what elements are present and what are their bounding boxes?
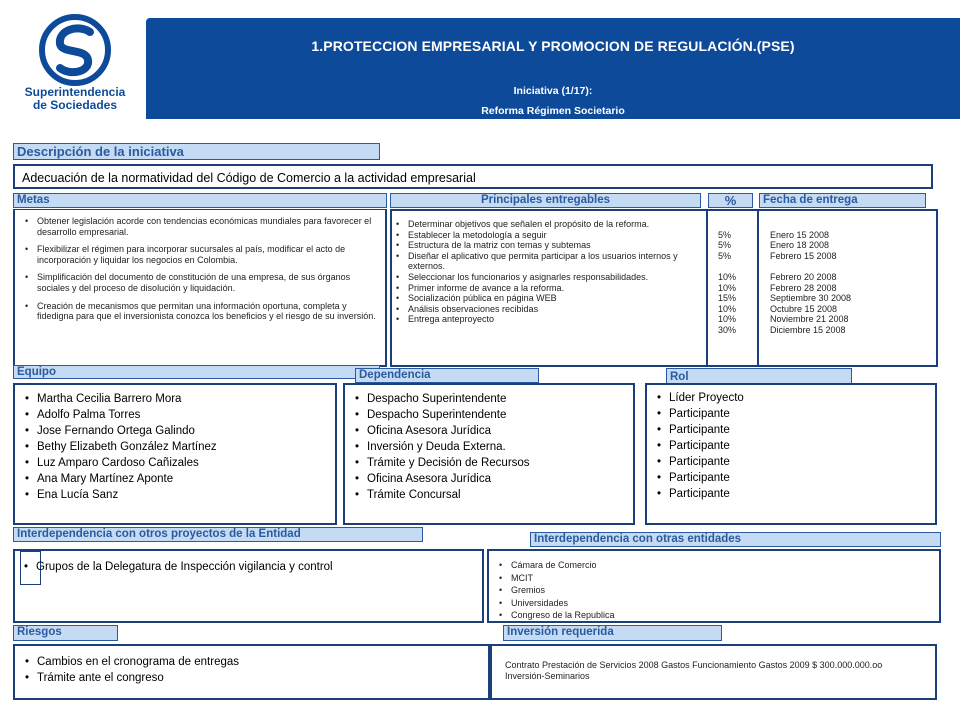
porcentaje-value: 5% bbox=[718, 240, 732, 251]
entregables-box bbox=[390, 209, 938, 367]
dependencia-box bbox=[343, 383, 635, 525]
initiative-name: Reforma Régimen Societario bbox=[481, 105, 625, 117]
interdep-proyecto-item: • Grupos de la Delegatura de Inspección vigilancia y control bbox=[22, 559, 333, 575]
interdep-entidad-item: • Cámara de Comercio bbox=[497, 560, 615, 571]
dependencia-item: • Despacho Superintendente bbox=[353, 407, 530, 423]
porcentaje-value: 10% bbox=[718, 314, 737, 325]
interdep-entidades-list bbox=[497, 560, 615, 621]
entregable-item: • Determinar objetivos que señalen el propósito de la reforma. bbox=[394, 219, 706, 230]
equipo-member: • Bethy Elizabeth González Martínez bbox=[23, 439, 217, 455]
meta-item: • Simplificación del documento de constitución de una empresa, de sus órganos sociales y del proceso de disolución y liquidación. bbox=[23, 272, 383, 293]
interdep-entidad-item: • Congreso de la Republica bbox=[497, 610, 615, 621]
title-banner bbox=[146, 18, 960, 119]
equipo-header: Equipo bbox=[13, 365, 380, 379]
rol-item: • Participante bbox=[655, 422, 744, 438]
logo bbox=[20, 14, 130, 114]
equipo-list bbox=[23, 391, 217, 503]
interdep-entidades-box bbox=[487, 549, 941, 623]
initiative-number: Iniciativa (1/17): bbox=[513, 85, 593, 97]
porcentaje-value: 5% bbox=[718, 229, 732, 240]
porcentaje-value: 30% bbox=[718, 324, 737, 335]
riesgos-header: Riesgos bbox=[13, 625, 118, 641]
interdep-proyectos-list bbox=[22, 559, 333, 575]
interdep-entidad-item: • Universidades bbox=[497, 598, 615, 609]
entregable-item: • Entrega anteproyecto bbox=[394, 314, 706, 325]
porcentaje-value: 5% bbox=[718, 250, 732, 261]
riesgos-box bbox=[13, 644, 490, 700]
porcentaje-column bbox=[718, 219, 754, 336]
equipo-member: • Jose Fernando Ortega Galindo bbox=[23, 423, 217, 439]
riesgo-item: • Trámite ante el congreso bbox=[23, 670, 239, 686]
fecha-value bbox=[770, 219, 930, 230]
equipo-box bbox=[13, 383, 337, 525]
fecha-value bbox=[770, 261, 930, 272]
company-logo-icon bbox=[20, 14, 130, 86]
rol-box bbox=[645, 383, 937, 525]
entregable-item: • Socialización pública en página WEB bbox=[394, 293, 706, 304]
dependencia-item: • Despacho Superintendente bbox=[353, 391, 530, 407]
entregable-item: • Estructura de la matriz con temas y subtemas bbox=[394, 240, 706, 251]
meta-item: • Flexibilizar el régimen para incorporar sucursales al país, modificar el acto de incorporación y liquidar los negocios en Colombia. bbox=[23, 244, 383, 265]
fecha-value: Enero 15 2008 bbox=[770, 229, 830, 240]
rol-item: • Participante bbox=[655, 406, 744, 422]
porcentaje-value bbox=[718, 219, 754, 230]
dependencia-item: • Trámite Concursal bbox=[353, 487, 530, 503]
entregable-item: • Establecer la metodología a seguir bbox=[394, 230, 706, 241]
interdep-proyectos-header: Interdependencia con otros proyectos de la Entidad bbox=[13, 527, 423, 542]
meta-item: • Creación de mecanismos que permitan una información oportuna, completa y fidedigna para que el inversionista conozca los beneficios y el riesgo de su inversión. bbox=[23, 301, 383, 322]
metas-list bbox=[23, 216, 383, 322]
equipo-member: • Martha Cecilia Barrero Mora bbox=[23, 391, 217, 407]
fecha-value: Septiembre 30 2008 bbox=[770, 293, 852, 304]
fecha-value: Febrero 28 2008 bbox=[770, 282, 837, 293]
entregable-item: • Primer informe de avance a la reforma. bbox=[394, 283, 706, 294]
descripcion-header: Descripción de la iniciativa bbox=[13, 143, 380, 160]
logo-line-1: Superintendencia bbox=[24, 85, 126, 99]
equipo-member: • Ana Mary Martínez Aponte bbox=[23, 471, 217, 487]
inversion-header: Inversión requerida bbox=[503, 625, 722, 641]
equipo-member: • Adolfo Palma Torres bbox=[23, 407, 217, 423]
dependencia-item: • Trámite y Decisión de Recursos bbox=[353, 455, 530, 471]
meta-item: • Obtener legislación acorde con tendencias económicas mundiales para favorecer el desarrollo empresarial. bbox=[23, 216, 383, 237]
rol-item: • Participante bbox=[655, 470, 744, 486]
metas-header: Metas bbox=[13, 193, 387, 208]
porcentaje-value bbox=[718, 261, 754, 272]
interdep-proyectos-box bbox=[13, 549, 484, 623]
equipo-member: • Ena Lucía Sanz bbox=[23, 487, 217, 503]
fecha-header: Fecha de entrega bbox=[759, 193, 926, 208]
entregables-header: Principales entregables bbox=[390, 193, 701, 208]
riesgos-list bbox=[23, 654, 239, 686]
descripcion-box bbox=[13, 164, 933, 189]
fecha-value: Enero 18 2008 bbox=[770, 240, 830, 251]
metas-box bbox=[13, 209, 387, 367]
fecha-value: Febrero 15 2008 bbox=[770, 250, 837, 261]
rol-list bbox=[655, 390, 744, 502]
inversion-text: Contrato Prestación de Servicios 2008 Gastos Funcionamiento Gastos 2009 $ 300.000.000.oo Inversión-Seminarios bbox=[505, 660, 883, 681]
rol-item: • Participante bbox=[655, 438, 744, 454]
descripcion-text: Adecuación de la normatividad del Código de Comercio a la actividad empresarial bbox=[22, 171, 476, 185]
fecha-column bbox=[770, 219, 930, 336]
dependencia-item: • Oficina Asesora Jurídica bbox=[353, 423, 530, 439]
dependencia-item: • Inversión y Deuda Externa. bbox=[353, 439, 530, 455]
fecha-value: Octubre 15 2008 bbox=[770, 303, 838, 314]
entregable-item: • Seleccionar los funcionarios y asignarles responsabilidades. bbox=[394, 272, 706, 283]
rol-item: • Participante bbox=[655, 486, 744, 502]
interdep-entidad-item: • Gremios bbox=[497, 585, 615, 596]
page-title: 1.PROTECCION EMPRESARIAL Y PROMOCION DE REGULACIÓN.(PSE) bbox=[311, 38, 795, 54]
entregable-item: • Diseñar el aplicativo que permita participar a los usuarios internos y externos. bbox=[394, 251, 706, 272]
interdep-entidad-item: • MCIT bbox=[497, 573, 615, 584]
dependencia-list bbox=[353, 391, 530, 503]
riesgo-item: • Cambios en el cronograma de entregas bbox=[23, 654, 239, 670]
fecha-value: Diciembre 15 2008 bbox=[770, 324, 846, 335]
dependencia-header: Dependencia bbox=[355, 368, 539, 383]
porcentaje-header: % bbox=[708, 193, 753, 208]
entregable-item: • Análisis observaciones recibidas bbox=[394, 304, 706, 315]
entregables-list bbox=[394, 219, 706, 325]
porcentaje-value: 10% bbox=[718, 271, 737, 282]
dependencia-item: • Oficina Asesora Jurídica bbox=[353, 471, 530, 487]
interdep-entidades-header: Interdependencia con otras entidades bbox=[530, 532, 941, 547]
logo-line-2: de Sociedades bbox=[32, 98, 118, 112]
rol-item: • Participante bbox=[655, 454, 744, 470]
porcentaje-value: 15% bbox=[718, 293, 737, 304]
fecha-value: Noviembre 21 2008 bbox=[770, 314, 849, 325]
rol-item: • Líder Proyecto bbox=[655, 390, 744, 406]
rol-header: Rol bbox=[666, 368, 852, 385]
porcentaje-value: 10% bbox=[718, 282, 737, 293]
fecha-value: Febrero 20 2008 bbox=[770, 271, 837, 282]
porcentaje-value: 10% bbox=[718, 303, 737, 314]
equipo-member: • Luz Amparo Cardoso Cañizales bbox=[23, 455, 217, 471]
inversion-box bbox=[490, 644, 937, 700]
